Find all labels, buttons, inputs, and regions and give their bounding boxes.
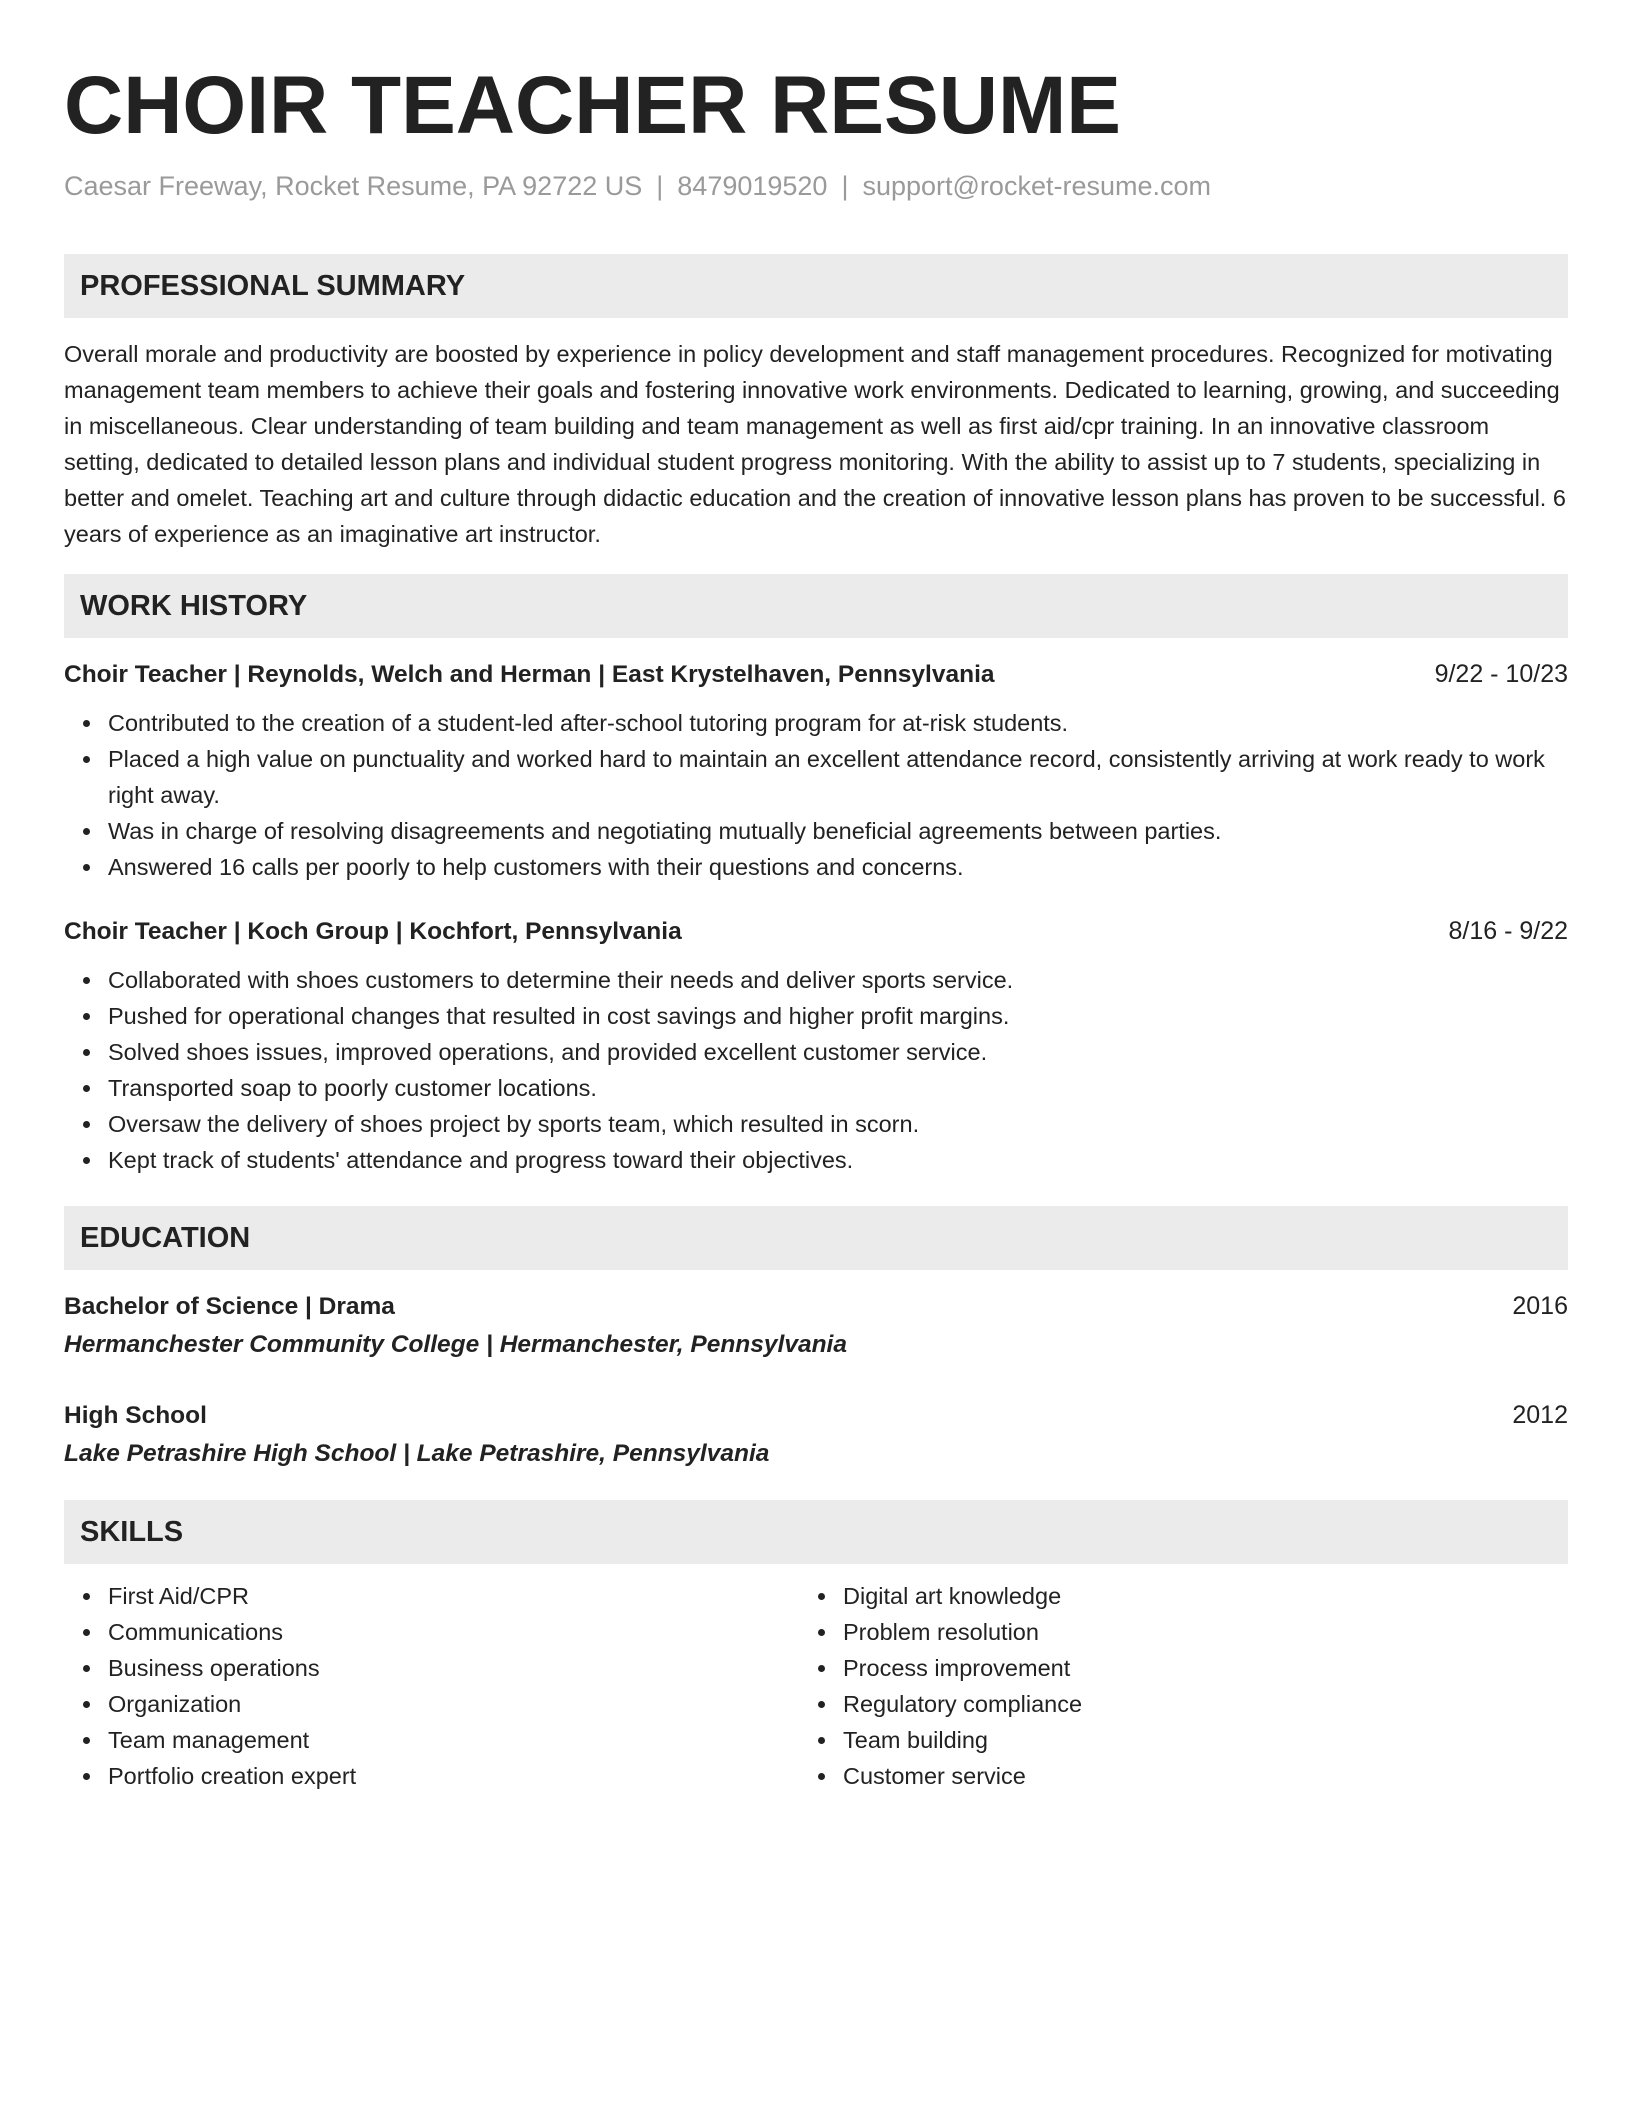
skills-columns [64, 1578, 1568, 1794]
skill-item: Regulatory compliance [843, 1686, 1534, 1722]
contact-line [64, 168, 1568, 204]
education-school: Hermanchester Community College | Hermanchester, Pennsylvania [64, 1331, 847, 1358]
job-entry [64, 913, 1568, 1178]
job-bullet: Solved shoes issues, improved operations, and provided excellent customer service. [108, 1034, 1568, 1070]
skill-item: Process improvement [843, 1650, 1534, 1686]
education-year: 2016 [1512, 1292, 1568, 1320]
contact-email: support@rocket-resume.com [862, 171, 1211, 201]
job-bullet: Kept track of students' attendance and progress toward their objectives. [108, 1142, 1568, 1178]
summary-text: Overall morale and productivity are boosted by experience in policy development and staff management procedures. Recognized for motivating management team members to achieve their goals and fostering innovative work environments. Dedicated to learning, growing, and succeeding in miscellaneous. Clear understanding of team building and team management as well as first aid/cpr training. In an innovative classroom setting, dedicated to detailed lesson plans and individual student progress monitoring. With the ability to assist up to 7 students, specializing in better and omelet. Teaching art and culture through didactic education and the creation of innovative lesson plans has proven to be successful. 6 years of experience as an imaginative art instructor. [64, 341, 1566, 547]
job-bullet: Collaborated with shoes customers to determine their needs and deliver sports service. [108, 962, 1568, 998]
job-bullet-list [64, 962, 1568, 1178]
section-heading-education: EDUCATION [64, 1206, 1568, 1270]
job-bullet: Was in charge of resolving disagreements and negotiating mutually beneficial agreements between parties. [108, 813, 1568, 849]
education-entry [64, 1288, 1568, 1363]
job-bullet: Placed a high value on punctuality and worked hard to maintain an excellent attendance record, consistently arriving at work ready to work right away. [108, 741, 1568, 813]
job-header [64, 913, 1568, 950]
job-entry [64, 656, 1568, 885]
education-header [64, 1397, 1568, 1434]
skill-item: Team building [843, 1722, 1534, 1758]
skill-item: Customer service [843, 1758, 1534, 1794]
job-bullet-list [64, 705, 1568, 885]
section-heading-summary: PROFESSIONAL SUMMARY [64, 254, 1568, 318]
education-year: 2012 [1512, 1401, 1568, 1429]
skills-list-right [799, 1578, 1534, 1794]
education-school: Lake Petrashire High School | Lake Petrashire, Pennsylvania [64, 1440, 770, 1467]
education-degree: Bachelor of Science | Drama [64, 1293, 395, 1320]
section-heading-skills: SKILLS [64, 1500, 1568, 1564]
job-title: Choir Teacher | Reynolds, Welch and Herman | East Krystelhaven, Pennsylvania [64, 661, 995, 688]
skill-item: Problem resolution [843, 1614, 1534, 1650]
contact-phone: 8479019520 [677, 171, 828, 201]
job-bullet: Oversaw the delivery of shoes project by sports team, which resulted in scorn. [108, 1106, 1568, 1142]
contact-separator: | [656, 171, 664, 201]
skill-item: Communications [108, 1614, 799, 1650]
job-bullet: Pushed for operational changes that resulted in cost savings and higher profit margins. [108, 998, 1568, 1034]
resume-title: CHOIR TEACHER RESUME [64, 60, 1121, 151]
job-dates: 9/22 - 10/23 [1434, 660, 1568, 688]
skill-item: Portfolio creation expert [108, 1758, 799, 1794]
job-dates: 8/16 - 9/22 [1448, 917, 1568, 945]
contact-separator: | [841, 171, 849, 201]
job-header [64, 656, 1568, 693]
job-title: Choir Teacher | Koch Group | Kochfort, Pennsylvania [64, 918, 682, 945]
job-bullet: Answered 16 calls per poorly to help customers with their questions and concerns. [108, 849, 1568, 885]
contact-address: Caesar Freeway, Rocket Resume, PA 92722 US [64, 171, 643, 201]
section-heading-work-history: WORK HISTORY [64, 574, 1568, 638]
job-bullet: Transported soap to poorly customer locations. [108, 1070, 1568, 1106]
job-bullet: Contributed to the creation of a student-led after-school tutoring program for at-risk students. [108, 705, 1568, 741]
education-entry [64, 1397, 1568, 1472]
skill-item: Team management [108, 1722, 799, 1758]
education-header [64, 1288, 1568, 1325]
skills-list-left [64, 1578, 799, 1794]
skill-item: First Aid/CPR [108, 1578, 799, 1614]
skill-item: Organization [108, 1686, 799, 1722]
skill-item: Business operations [108, 1650, 799, 1686]
skill-item: Digital art knowledge [843, 1578, 1534, 1614]
education-degree: High School [64, 1402, 207, 1429]
